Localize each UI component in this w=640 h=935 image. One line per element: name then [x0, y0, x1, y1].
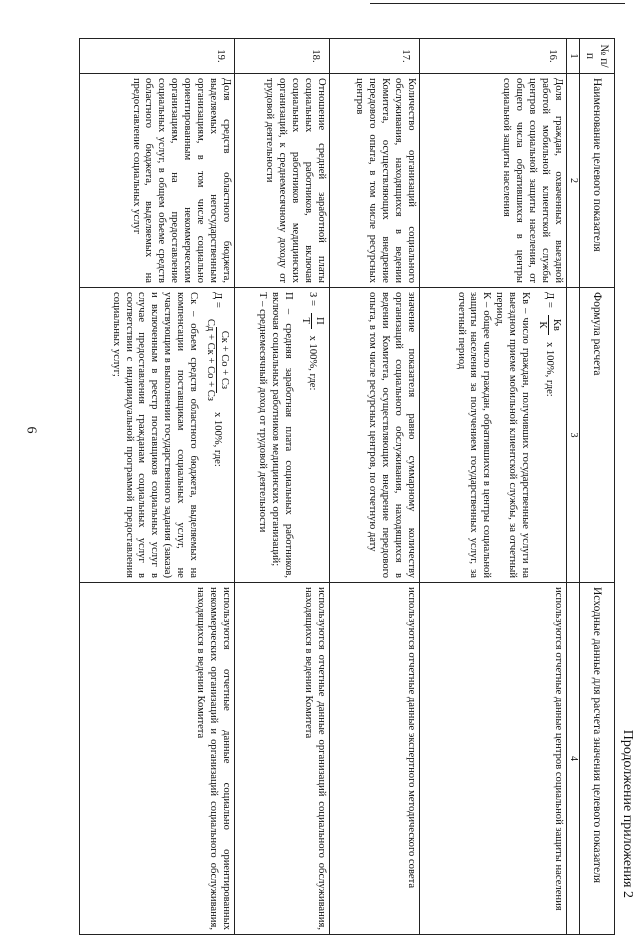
page-number: 6: [23, 426, 38, 434]
table-header-row: [580, 39, 615, 935]
column-number: 1: [567, 39, 580, 74]
header-formula: Формула расчета: [580, 288, 615, 583]
row-number: 17.: [330, 39, 420, 74]
source-data: используются отчетные данные социально ориентированных некоммерческих организаций и организаций социального обслуживания, находящихся в ведении Комитета: [80, 583, 235, 935]
column-number-row: [567, 39, 580, 935]
calc-formula: [80, 288, 235, 583]
indicator-name: Количество организаций социального обслуживания, находящихся в ведении Комитета, осуществляющих внедрение передового опыта, в том числе ресурсных центров: [330, 74, 420, 288]
source-data: используются отчетные данные экспертного методического совета: [330, 583, 420, 935]
rotated-content: [110, 38, 640, 930]
source-data: используются отчетные данные организаций социального обслуживания, находящихся в ведении Комитета: [235, 583, 330, 935]
header-name: Наименование целевого показателя: [580, 74, 615, 288]
row-number: 19.: [80, 39, 235, 74]
calc-formula: [420, 288, 567, 583]
formula-fraction: П Т: [298, 313, 325, 329]
table-caption: Продолжение приложения 2: [620, 729, 635, 898]
formula-definition: К – общее число граждан, обратившихся в центры социальной защиты населения за получением государственных услуг, за отчетный период: [455, 292, 493, 578]
indicator-name: Доля граждан, охваченных выездной работой мобильной клиентской службы центров социальной защиты населения, от общего числа обратившихся в центры социальной защиты населения: [420, 74, 567, 288]
formula-definition: П – средняя заработная плата социальных работников, включая социальных работников медицинских организаций;: [270, 292, 295, 578]
source-data: используются отчетные данные центров социальной защиты населения: [420, 583, 567, 935]
table-row: [80, 39, 235, 935]
column-number: 4: [567, 583, 580, 935]
formula-expression: Д = Кв К x 100%, где:: [537, 292, 562, 397]
indicators-table: [79, 38, 615, 935]
column-number: 3: [567, 288, 580, 583]
row-number: 16.: [420, 39, 567, 74]
formula-definition: значение показателя равно суммарному количеству организаций социального обслуживания, находящихся в ведении Комитета, осуществляющих внедрение передового опыта, в том числе ресурсных центров, по отчетную дату: [367, 292, 417, 578]
table-row: [420, 39, 567, 935]
top-rule: [370, 3, 625, 4]
calc-formula: [330, 288, 420, 583]
table-row: [235, 39, 330, 935]
header-source: Исходные данные для расчета значения целевого показателя: [580, 583, 615, 935]
formula-expression: З = П Т x 100%, где:: [300, 292, 325, 391]
formula-expression: Д = Ск + Со + Сз Сд + Ск + Со + Сз x 100%, где:: [205, 292, 230, 467]
table-row: [330, 39, 420, 935]
calc-formula: [235, 288, 330, 583]
header-num: № п/п: [580, 39, 615, 74]
indicator-name: Отношение средней заработной платы социальных работников, включая социальных работников медицинских организаций, к среднемесячному доходу от трудовой деятельности: [235, 74, 330, 288]
indicator-name: Доля средств областного бюджета, выделяемых негосударственным организациям, в том числе социально ориентированным некоммерческим организациям, на предоставление социальных услуг, в общем объеме средств областного бюджета, выделяемых на предоставление социальных услуг: [80, 74, 235, 288]
column-number: 2: [567, 74, 580, 288]
formula-fraction: Кв К: [535, 315, 562, 335]
formula-definition: Т – среднемесячный доход от трудовой деятельности: [257, 292, 269, 533]
formula-definition: Кв – число граждан, получивших государственные услуги на выездном приеме мобильной клиентской службы, за отчетный период,: [494, 292, 532, 578]
formula-fraction: Ск + Со + Сз Сд + Ск + Со + Сз: [205, 318, 230, 401]
formula-definition: Ск – объем средств областного бюджета, выделяемых на компенсации поставщикам социальных услуг, не участвующим в выполнении государственного задания (заказа) и включенным в реестр поставщиков социальных услуг в случае предоставления гражданам социальных услуг в соответствии с индивидуальной программой предоставления социальных услуг;: [110, 292, 200, 578]
row-number: 18.: [235, 39, 330, 74]
